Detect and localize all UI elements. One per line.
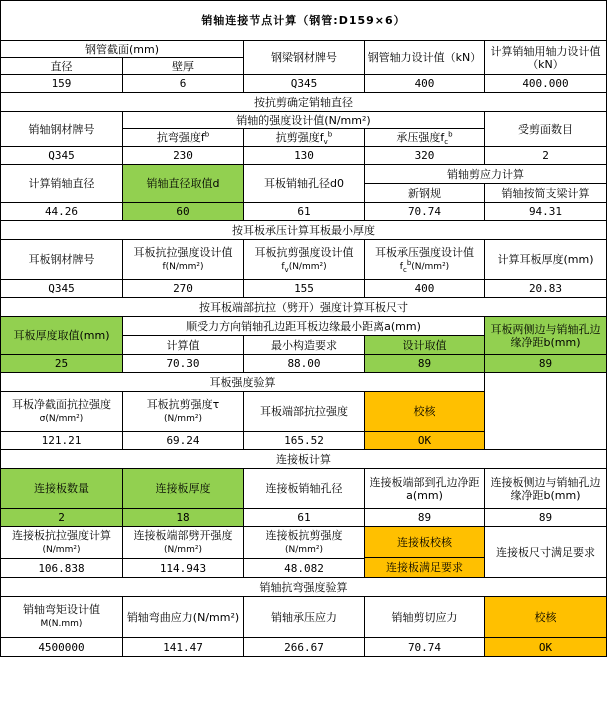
ear-check-label: 校核	[365, 392, 485, 432]
plate-hole-value: 61	[244, 509, 365, 527]
bending-strength-label: 抗弯强度$f^b$	[123, 129, 244, 147]
pin-force-value: 400.000	[485, 75, 607, 93]
pin-diameter-value[interactable]: 60	[123, 203, 244, 221]
ear-shear-strength-label: 耳板抗剪强度τ (N/mm²)	[123, 392, 244, 432]
thickness-value[interactable]: 6	[123, 75, 244, 93]
pin-check-label: 校核	[485, 597, 607, 638]
calc-pin-diameter-value: 44.26	[1, 203, 123, 221]
pin-shear-stress-label: 销轴剪切应力	[365, 597, 485, 638]
pin-grade-label: 销轴钢材牌号	[1, 112, 123, 147]
edge-calc-value-label: 计算值	[123, 336, 244, 355]
end-tensile-label: 耳板端部抗拉强度	[244, 392, 365, 432]
section-shear-header: 按抗剪确定销轴直径	[1, 93, 607, 112]
pin-bending-stress-label: 销轴弯曲应力(N/mm²)	[123, 597, 244, 638]
shear-planes-label: 受剪面数目	[485, 112, 607, 147]
simply-supported-label: 销轴按简支梁计算	[485, 184, 607, 203]
side-distance-label: 耳板两侧边与销轴孔边缘净距b(mm)	[485, 317, 607, 355]
section-ear-bearing-header: 按耳板承压计算耳板最小厚度	[1, 221, 607, 240]
net-tensile-label: 耳板净截面抗拉强度 σ(N/mm²)	[1, 392, 123, 432]
calc-ear-thickness-label: 计算耳板厚度(mm)	[485, 240, 607, 280]
net-tensile-value: 121.21	[1, 432, 123, 450]
pin-strength-design-label: 销轴的强度设计值(N/mm²)	[123, 112, 485, 129]
section-plate-header: 连接板计算	[1, 450, 607, 469]
min-construct-label: 最小构造要求	[244, 336, 365, 355]
thickness-label: 壁厚	[123, 58, 244, 75]
calc-ear-thickness-value: 20.83	[485, 280, 607, 298]
bending-strength-value: 230	[123, 147, 244, 165]
ear-check-value: OK	[365, 432, 485, 450]
shear-planes-value[interactable]: 2	[485, 147, 607, 165]
pin-axial-force-label: 计算销轴用轴力设计值（kN）	[485, 41, 607, 75]
plate-side-distance-label: 连接板侧边与销轴孔边缘净距b(mm)	[485, 469, 607, 509]
pin-moment-label: 销轴弯矩设计值 M(N.mm)	[1, 597, 123, 638]
beam-grade-value[interactable]: Q345	[244, 75, 365, 93]
pin-bearing-stress-label: 销轴承压应力	[244, 597, 365, 638]
ear-bearing-value: 400	[365, 280, 485, 298]
plate-side-distance-value: 89	[485, 509, 607, 527]
edge-calc-value: 70.30	[123, 355, 244, 373]
new-code-value: 70.74	[365, 203, 485, 221]
plate-end-distance-label: 连接板端部到孔边净距a(mm)	[365, 469, 485, 509]
plate-count-label: 连接板数量	[1, 469, 123, 509]
plate-tensile-value: 106.838	[1, 559, 123, 578]
ear-shear-value: 155	[244, 280, 365, 298]
bearing-strength-label: 承压强度$f_c^b$	[365, 129, 485, 147]
pipe-section-header: 钢管截面(mm)	[1, 41, 244, 58]
beam-steel-grade-label: 钢梁钢材牌号	[244, 41, 365, 75]
edge-design-value[interactable]: 89	[365, 355, 485, 373]
ear-tensile-value: 270	[123, 280, 244, 298]
diameter-value[interactable]: 159	[1, 75, 123, 93]
end-tensile-value: 165.52	[244, 432, 365, 450]
ear-thickness-value-label: 耳板厚度取值(mm)	[1, 317, 123, 355]
section-ear-strength-header: 耳板强度验算	[1, 373, 485, 392]
ear-grade-label: 耳板钢材牌号	[1, 240, 123, 280]
plate-count-value[interactable]: 2	[1, 509, 123, 527]
min-construct-value: 88.00	[244, 355, 365, 373]
min-edge-distance-label: 顺受力方向销轴孔边距耳板边缘最小距离a(mm)	[123, 317, 485, 336]
hole-diameter-label: 耳板销轴孔径d0	[244, 165, 365, 203]
plate-check-label: 连接板校核	[365, 527, 485, 558]
plate-hole-label: 连接板销轴孔径	[244, 469, 365, 509]
ear-grade-value[interactable]: Q345	[1, 280, 123, 298]
section-ear-split-header: 按耳板端部抗拉（劈开）强度计算耳板尺寸	[1, 298, 607, 317]
shear-strength-label: 抗剪强度$f_v^b$	[244, 129, 365, 147]
plate-thickness-label: 连接板厚度	[123, 469, 244, 509]
side-distance-value[interactable]: 89	[485, 355, 607, 373]
simply-supported-value: 94.31	[485, 203, 607, 221]
section-pin-bending-header: 销轴抗弯强度验算	[1, 578, 607, 597]
sheet-title: 销轴连接节点计算（钢管:D159×6）	[1, 1, 607, 41]
ear-shear-label: 耳板抗剪强度设计值 $f_v(N/mm^2)$	[244, 240, 365, 280]
pin-check-value: OK	[485, 638, 607, 657]
plate-split-label: 连接板端部劈开强度 (N/mm²)	[123, 527, 244, 559]
calc-pin-diameter-label: 计算销轴直径	[1, 165, 123, 203]
plate-shear-label: 连接板抗剪强度 (N/mm²)	[244, 527, 365, 559]
plate-shear-value: 48.082	[244, 559, 365, 578]
new-code-label: 新钢规	[365, 184, 485, 203]
pin-bending-stress-value: 141.47	[123, 638, 244, 657]
ear-shear-strength-value: 69.24	[123, 432, 244, 450]
pin-shear-stress-value: 70.74	[365, 638, 485, 657]
edge-design-value-label: 设计取值	[365, 336, 485, 355]
ear-bearing-label: 耳板承压强度设计值 $f_c^b(N/mm^2)$	[365, 240, 485, 280]
plate-tensile-label: 连接板抗拉强度计算 (N/mm²)	[1, 527, 123, 559]
plate-split-value: 114.943	[123, 559, 244, 578]
shear-strength-value: 130	[244, 147, 365, 165]
pin-bearing-stress-value: 266.67	[244, 638, 365, 657]
ear-tensile-label: 耳板抗拉强度设计值 f(N/mm²)	[123, 240, 244, 280]
plate-size-ok: 连接板尺寸满足要求	[485, 527, 607, 578]
pin-moment-value: 4500000	[1, 638, 123, 657]
plate-thickness-value[interactable]: 18	[123, 509, 244, 527]
pipe-axial-force-label: 钢管轴力设计值（kN）	[365, 41, 485, 75]
bearing-strength-value: 320	[365, 147, 485, 165]
pin-grade-value[interactable]: Q345	[1, 147, 123, 165]
pin-diameter-value-label: 销轴直径取值d	[123, 165, 244, 203]
ear-thickness-value[interactable]: 25	[1, 355, 123, 373]
pipe-force-value[interactable]: 400	[365, 75, 485, 93]
empty-cell	[485, 373, 607, 450]
plate-end-distance-value: 89	[365, 509, 485, 527]
plate-ok-status: 连接板满足要求	[365, 558, 485, 578]
shear-stress-calc-label: 销轴剪应力计算	[365, 165, 607, 184]
diameter-label: 直径	[1, 58, 123, 75]
hole-diameter-value: 61	[244, 203, 365, 221]
